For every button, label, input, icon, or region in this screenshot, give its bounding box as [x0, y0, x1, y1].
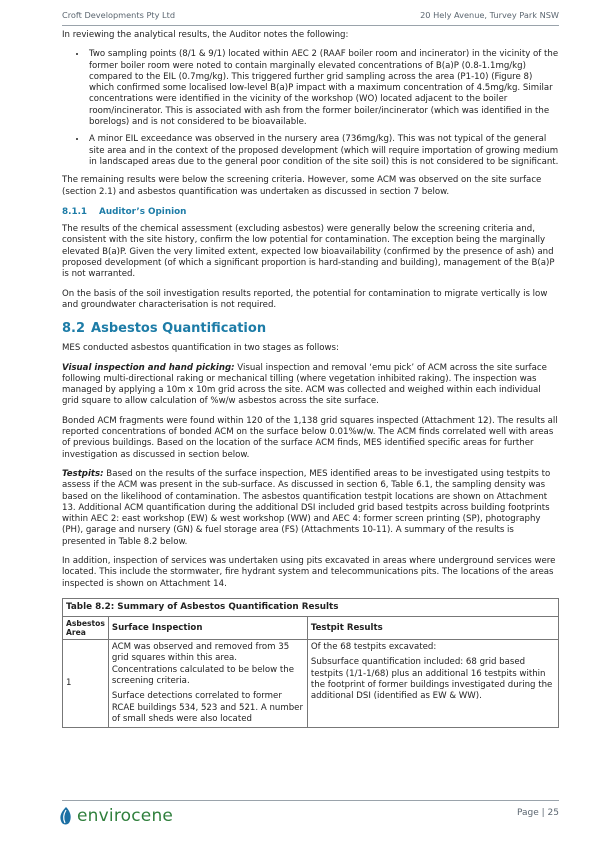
section-heading-8-2: [62, 321, 559, 337]
intro-paragraph: In reviewing the analytical results, the Auditor notes the following:: [62, 30, 349, 40]
column-header-testpit: Testpit Results: [307, 617, 558, 640]
mes-intro-paragraph: MES conducted asbestos quantification in two stages as follows:: [62, 343, 339, 354]
testpit-text: Subsurface quantification included: 68 grid based testpits (1/1-1/68) plus an additional 16 testpits within the footprint of former buildings investigated during the additional DSI (identified as EW & WW).: [310, 657, 553, 702]
logo-text: envirocene: [77, 806, 174, 826]
testpits-paragraph: [62, 469, 559, 548]
header-divider: [62, 25, 559, 26]
opinion-paragraph: On the basis of the soil investigation results reported, the potential for contamination to migrate vertically is low and groundwater characterisation is not required.: [62, 288, 548, 310]
page-header: [62, 10, 559, 20]
table-caption: Table 8.2: Summary of Asbestos Quantification Results: [63, 598, 559, 616]
auditor-notes-list: [62, 49, 559, 168]
section-number: 8.1.1: [62, 206, 88, 217]
asbestos-summary-table: [62, 598, 559, 728]
footer-divider: [62, 800, 559, 801]
list-item: • Two sampling points (8/1 & 9/1) located within AEC 2 (RAAF boiler room and incinerator) in the vicinity of the former boiler room were noted to contain marginally elevated concentrations of B(a)P (0.8-1.1mg/kg) compared to the EIL (0.7mg/kg). This triggered further grid sampling across the area (P1-10) (Figure 8) which confirmed some localised low-level B(a)P impact with a maximum concentration of 4.5mg/kg. Similar concentrations were identified in the vicinity of the workshop (WO) located adjacent to the boiler room/incinerator. This is associated with ash from the former boiler/incinerator (which was identified in the borelogs) and is not considered to be bioavailable.: [87, 49, 559, 128]
header-address: 20 Hely Avenue, Turvey Park NSW: [420, 10, 559, 20]
area-cell: 1: [63, 640, 109, 728]
section-number: 8.2: [62, 321, 86, 337]
column-header-area: Asbestos Area: [63, 617, 109, 640]
page-number: Page | 25: [517, 808, 559, 818]
testpit-text: Of the 68 testpits excavated:: [310, 642, 437, 653]
remaining-results-paragraph: The remaining results were below the screening criteria. However, some ACM was observed on the site surface (section 2.1) and asbestos quantification was undertaken as discussed in section 7 below.: [62, 175, 542, 197]
section-title: Asbestos Quantification: [91, 321, 267, 337]
surface-text: Surface detections correlated to former RCAE buildings 534, 523 and 521. A number of small sheds were also located: [111, 691, 304, 724]
envirocene-logo: [58, 806, 173, 826]
surface-cell: [108, 640, 307, 728]
testpits-text: Based on the results of the surface inspection, MES identified areas to be investigated using testpits to assess if the ACM was present in the sub-surface. As discussed in section 6, Table 6.1, the sampling density was based on the likelihood of contamination. The asbestos quantification testpit locations are shown on Attachment 13. Additional ACM quantification during the additional DSI included grid based testpits across building footprints within AEC 2: east workshop (EW) & west workshop (WW) and AEC 4: former screen printing (SP), photography (PH), garage and nursery (GN) & fuel storage area (FS) (Attachments 10-11). A summary of the results is presented in Table 8.2 below.: [62, 468, 551, 547]
bonded-acm-paragraph: Bonded ACM fragments were found within 120 of the 1,138 grid squares inspected (Attachment 12). The results all reported concentrations of bonded ACM on the surface below 0.01%w/w. The ACM finds correlated well with areas of previous buildings. Based on the location of the surface ACM finds, MES identified specific areas for further investigation as discussed in section below.: [62, 415, 558, 460]
section-heading-8-1-1: [62, 207, 559, 218]
table-row: [63, 640, 559, 728]
surface-text: ACM was observed and removed from 35 grid squares within this area. Concentrations calculated to be below the screening criteria.: [111, 642, 295, 687]
visual-inspection-text: Visual inspection and removal ‘emu pick’ of ACM across the site surface following multi-directional raking or mechanical tilling (where vegetation inhibited raking). The inspection was managed by applying a 10m x 10m grid across the site. ACM was collected and weighed within each individual grid square to allow calculation of %w/w asbestos across the site surface.: [62, 362, 547, 407]
leaf-icon: [58, 806, 74, 826]
visual-inspection-lead: Visual inspection and hand picking:: [62, 362, 235, 373]
document-body: [62, 30, 559, 728]
column-header-surface: Surface Inspection: [108, 617, 307, 640]
visual-inspection-paragraph: [62, 363, 559, 408]
testpits-lead: Testpits:: [62, 468, 104, 479]
testpit-cell: [307, 640, 558, 728]
list-item: • A minor EIL exceedance was observed in the nursery area (736mg/kg). This was not typical of the general site area and in the context of the proposed development (which will require importation of growing medium in landscaped areas due to the general poor condition of the site soil) this is not considered to be significant.: [87, 134, 559, 168]
services-paragraph: In addition, inspection of services was undertaken using pits excavated in areas where underground services were located. This include the stormwater, fire hydrant system and telecommunications pits. The locations of the areas inspected is shown on Attachment 14.: [62, 555, 556, 589]
opinion-paragraph: The results of the chemical assessment (excluding asbestos) were generally below the screening criteria and, consistent with the site history, confirm the low potential for contamination. The exception being the marginally elevated B(a)P. Given the very limited extent, expected low bioavailability (confirmed by the presence of ash) and proposed development (of which a significant proportion is hard-standing and building), management of the B(a)P is not warranted.: [62, 224, 555, 280]
section-title: Auditor’s Opinion: [99, 206, 187, 217]
header-company: Croft Developments Pty Ltd: [62, 10, 176, 20]
